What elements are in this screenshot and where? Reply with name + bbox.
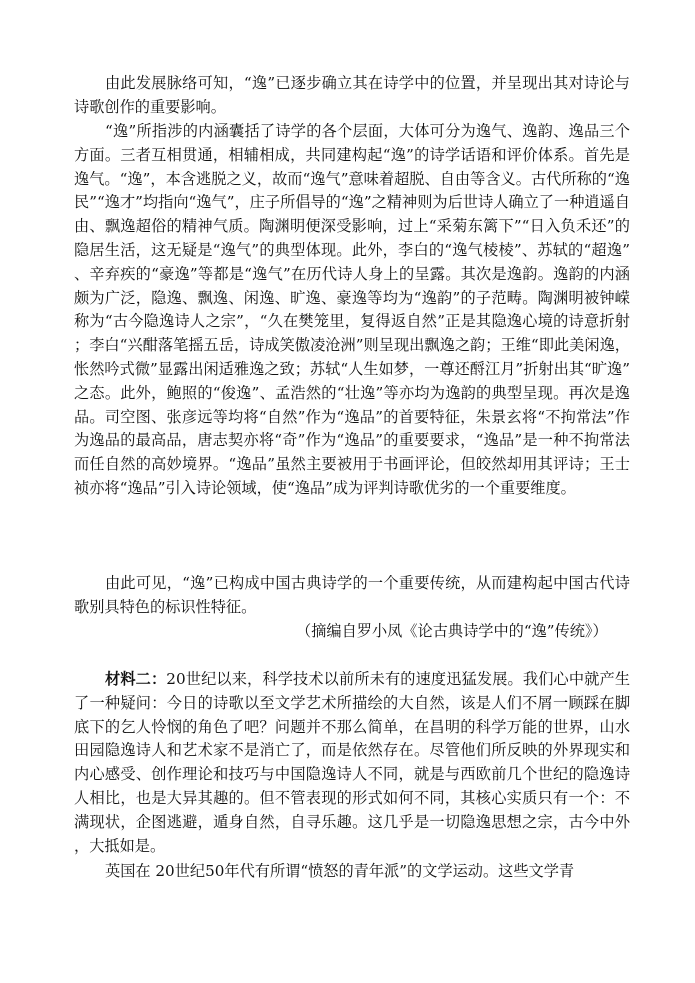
material-two-label: 材料二： (105, 670, 167, 688)
material-two-text: 20世纪以来，科学技术以前所未有的速度迅猛发展。我们心中就产生了一种疑问：今日的诗歌以至文学艺术所描绘的大自然，该是人们不屑一顾踩在脚底下的乞人怜悯的角色了吧？问题并不那么简单，在昌明的科学万能的世界，山水田园隐逸诗人和艺术家不是消亡了，而是依然存在。尽管他们所反映的外界现实和内心感受、创作理论和技巧与中国隐逸诗人不同，就是与西欧前几个世纪的隐逸诗人相比，也是大异其趣的。但不管表现的形式如何不同，其核心实质只有一个：不满现状，企图逃避，遁身自然，自寻乐趣。这几乎是一切隐逸思想之宗，古今中外，大抵如是。 (74, 670, 631, 855)
paragraph-conclusion: 由此可见，“逸”已构成中国古典诗学的一个重要传统，从而建构起中国古代诗歌别具特色的标识性特征。 (74, 574, 630, 616)
source-caption (74, 620, 630, 644)
paragraph-yi-connotation: “逸”所指涉的内涵囊括了诗学的各个层面，大体可分为逸气、逸韵、逸品三个方面。三者互相贯通，相辅相成，共同建构起“逸”的诗学话语和评价体系。首先是逸气。“逸”，本含逃脱之义，故而“逸气”意味着超脱、自由等含义。古代所称的“逸民”“逸才”均指向“逸气”，庄子所倡导的“逸”之精神则为后世诗人确立了一种逍遥自由、飘逸超俗的精神气质。陶渊明便深受影响，过上“采菊东篱下”“日入负禾还”的隐居生活，这无疑是“逸气”的典型体现。此外，李白的“逸气棱棱”、苏轼的“超逸”、辛弃疾的“豪逸”等都是“逸气”在历代诗人身上的呈露。其次是逸韵。逸韵的内涵颇为广泛，隐逸、飘逸、闲逸、旷逸、豪逸等均为“逸韵”的子范畴。陶渊明被钟嵘称为“古今隐逸诗人之宗”，“久在樊笼里，复得返自然”正是其隐逸心境的诗意折射；李白“兴酣落笔摇五岳，诗成笑傲凌沧洲”则呈现出飘逸之韵；王维“即此美闲逸，怅然吟式微”显露出闲适雅逸之致；苏轼“人生如梦，一尊还酹江月”折射出其“旷逸”之态。此外，鲍照的“俊逸”、孟浩然的“壮逸”等亦均为逸韵的典型呈现。再次是逸品。司空图、张彦远等均将“自然”作为“逸品”的首要特征，朱景玄将“不拘常法”作为逸品的最高品，唐志契亦将“奇”作为“逸品”的重要要求，“逸品”是一种不拘常法而任自然的高妙境界。“逸品”虽然主要被用于书画评论，但皎然却用其评诗；王士祯亦将“逸品”引入诗论领域，使“逸品”成为评判诗歌优劣的一个重要维度。 (74, 122, 630, 497)
paragraph-development: 由此发展脉络可知，“逸”已逐步确立其在诗学中的位置，并呈现出其对诗论与诗歌创作的重要影响。 (74, 74, 630, 116)
material-two-paragraph (74, 668, 630, 858)
source-caption-text: （摘编自罗小凤《论古典诗学中的“逸”传统》） (296, 622, 608, 640)
paragraph-angry-young-men: 英国在 20世纪50年代有所谓“愤怒的青年派”的文学运动。这些文学青 (105, 862, 575, 880)
